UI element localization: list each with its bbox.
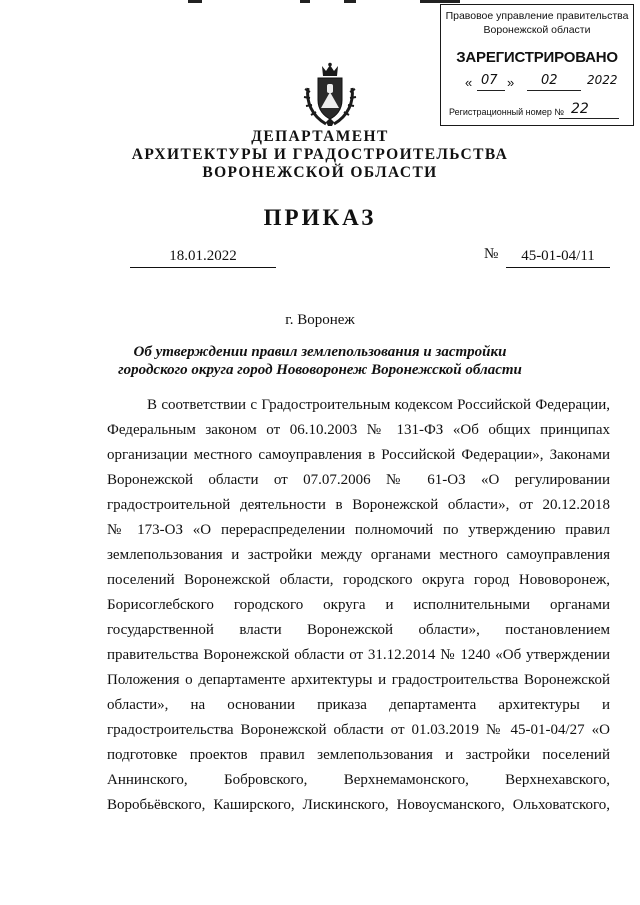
registration-stamp	[440, 4, 634, 126]
city: г. Воронеж	[285, 312, 355, 328]
stamp-day-line	[477, 90, 505, 91]
body-line: Воробьёвского, Каширского, Лискинского, Новоусманского, Ольховатского,	[107, 797, 610, 813]
coat-of-arms-icon	[302, 62, 358, 128]
order-date: 18.01.2022	[130, 248, 276, 268]
body-line: градостроительства Воронежской области от 01.03.2019 № 45-01-04/27 «О	[107, 722, 610, 738]
stamp-quote-mark: »	[507, 75, 515, 90]
stamp-registered-label: ЗАРЕГИСТРИРОВАНО	[456, 49, 618, 66]
order-title: ПРИКАЗ	[263, 205, 377, 230]
body-line: № 173-ОЗ «О перераспределении полномочий по утверждению правил	[107, 522, 610, 538]
body-line: В соответствии с Градостроительным кодексом Российской Федерации,	[147, 397, 610, 413]
stamp-reg-number: 22	[571, 101, 589, 117]
body-line: организации местного самоуправления в Российской Федерации», Законами	[107, 447, 610, 463]
body-line: градостроительной деятельности в Воронежской области», от 20.12.2018	[107, 497, 610, 513]
body-line: правительства Воронежской области от 31.12.2014 № 1240 «Об утверждении	[107, 647, 610, 663]
scan-artifact	[344, 0, 356, 3]
order-number: 45-01-04/11	[506, 248, 610, 268]
subject-line1: Об утверждении правил землепользования и застройки	[133, 344, 507, 360]
scan-artifact	[300, 0, 310, 3]
stamp-month-line	[527, 90, 581, 91]
body-line: поселений Воронежской области, городского округа город Нововоронеж,	[107, 572, 610, 588]
body-line: подготовке проектов правил землепользования и застройки поселений	[107, 747, 610, 763]
stamp-reg-day: 07	[481, 73, 498, 88]
body-line: Федеральным законом от 06.10.2003 № 131-ФЗ «Об общих принципах	[107, 422, 610, 438]
stamp-number-line	[559, 118, 619, 119]
stamp-quote-mark: «	[465, 75, 473, 90]
stamp-org-line1: Правовое управление правительства	[445, 10, 629, 22]
body-line: государственной власти Воронежской области», постановлением	[107, 622, 610, 638]
department-name-line2: АРХИТЕКТУРЫ И ГРАДОСТРОИТЕЛЬСТВА	[131, 146, 509, 163]
body-line: области», на основании приказа департамента архитектуры и	[107, 697, 610, 713]
body-line: Положения о департаменте архитектуры и градостроительства Воронежской	[107, 672, 610, 688]
body-line: Борисоглебского городского округа и исполнительными органами	[107, 597, 610, 613]
scan-artifact	[420, 0, 460, 3]
scan-artifact	[188, 0, 202, 3]
subject-line2: городского округа город Нововоронеж Воронежской области	[118, 362, 522, 378]
stamp-org-line2: Воронежской области	[483, 24, 591, 36]
department-name-line1: ДЕПАРТАМЕНТ	[251, 128, 389, 145]
order-number-sign: №	[484, 246, 499, 262]
stamp-reg-year: 2022	[587, 73, 618, 87]
body-line: землепользования и застройки между органами местного самоуправления	[107, 547, 610, 563]
body-line: Аннинского, Бобровского, Верхнемамонского, Верхнехавского,	[107, 772, 610, 788]
department-name-line3: ВОРОНЕЖСКОЙ ОБЛАСТИ	[202, 164, 438, 181]
stamp-reg-month: 02	[541, 73, 558, 88]
body-line: Воронежской области от 07.07.2006 № 61-ОЗ «О регулировании	[107, 472, 610, 488]
stamp-reg-number-label: Регистрационный номер №	[449, 107, 565, 117]
